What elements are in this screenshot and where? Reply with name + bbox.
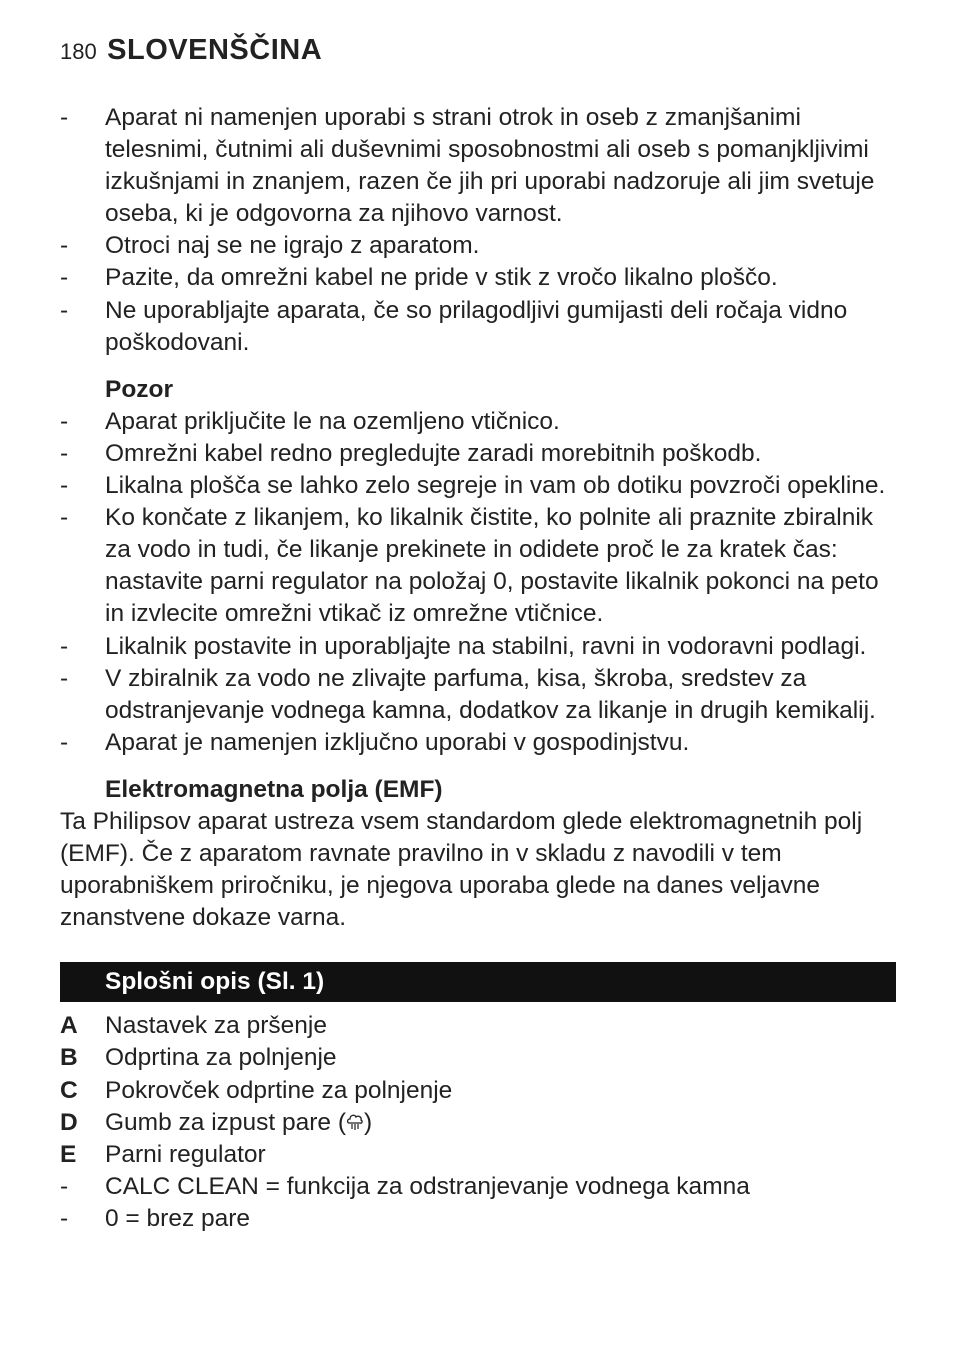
part-label: Gumb za izpust pare ( <box>105 1108 347 1136</box>
list-dash: - <box>60 407 69 435</box>
list-item-text: Aparat je namenjen izključno uporabi v gospodinjstvu. <box>105 728 690 756</box>
caution-heading: Pozor <box>105 375 174 403</box>
list-item-text: Pazite, da omrežni kabel ne pride v stik z vročo likalno ploščo. <box>105 264 778 292</box>
list-item-text: Aparat priključite le na ozemljeno vtičnico. <box>105 407 560 435</box>
list-item-text: V zbiralnik za vodo ne zlivajte parfuma, kisa, škroba, sredstev za odstranjevanje vodnega kamna, dodatkov za likanje in drugih kemikalij. <box>105 664 876 724</box>
list-dash: - <box>60 439 69 467</box>
list-item-text: Likalna plošča se lahko zelo segreje in vam ob dotiku povzroči opekline. <box>105 472 886 500</box>
page-header <box>60 34 322 67</box>
part-label: Odprtina za polnjenje <box>105 1044 337 1072</box>
list-dash: - <box>60 264 69 292</box>
list-item <box>60 102 896 230</box>
page-content <box>60 102 896 1235</box>
list-item-text: Ko končate z likanjem, ko likalnik čistite, ko polnite ali praznite zbiralnik za vodo in tudi, če likanje prekinete in odidete proč le za kratek čas: nastavite parni regulator na položaj 0, postavite likalnik pokonci na peto in izvlecite omrežni vtikač iz omrežne vtičnice. <box>105 504 879 628</box>
list-item <box>60 262 896 294</box>
part-letter: D <box>60 1108 78 1136</box>
part-letter: A <box>60 1012 78 1040</box>
list-item-text: Otroci naj se ne igrajo z aparatom. <box>105 232 480 260</box>
list-dash: - <box>60 664 69 692</box>
list-item-text: Aparat ni namenjen uporabi s strani otrok in oseb z zmanjšanimi telesnimi, čutnimi ali duševnimi sposobnostmi ali oseb s pomanjkljivimi izkušnjami in znanjem, razen če jih pri uporabi nadzoruje ali jim svetuje oseba, ki je odgovorna za njihovo varnost. <box>105 104 875 228</box>
part-label: Nastavek za pršenje <box>105 1012 327 1040</box>
part-item <box>60 1042 896 1074</box>
part-letter: C <box>60 1076 78 1104</box>
list-dash: - <box>60 296 69 324</box>
list-item <box>60 438 896 470</box>
list-item-text: Ne uporabljajte aparata, če so prilagodljivi gumijasti deli ročaja vidno poškodovani. <box>105 296 848 356</box>
part-label: Pokrovček odprtine za polnjenje <box>105 1076 453 1104</box>
emf-heading: Elektromagnetna polja (EMF) <box>105 775 443 803</box>
list-item <box>60 727 896 759</box>
list-item <box>60 295 896 359</box>
list-dash: - <box>60 632 69 660</box>
list-item <box>60 230 896 262</box>
list-item <box>60 1171 896 1203</box>
list-dash: - <box>60 728 69 756</box>
list-item-text: Likalnik postavite in uporabljajte na stabilni, ravni in vodoravni podlagi. <box>105 632 867 660</box>
list-dash: - <box>60 1172 69 1200</box>
list-dash: - <box>60 472 69 500</box>
list-dash: - <box>60 104 69 131</box>
list-item-text: Omrežni kabel redno pregledujte zaradi morebitnih poškodb. <box>105 439 762 467</box>
language-title: SLOVENŠČINA <box>107 34 323 66</box>
section-heading-bar: Splošni opis (Sl. 1) <box>60 962 896 1002</box>
steam-icon <box>346 1109 364 1129</box>
list-item <box>60 1203 896 1235</box>
parts-list <box>60 1010 896 1235</box>
list-item-text: 0 = brez pare <box>105 1204 251 1232</box>
list-item-text: CALC CLEAN = funkcija za odstranjevanje vodnega kamna <box>105 1172 750 1200</box>
list-dash: - <box>60 1204 69 1232</box>
part-item <box>60 1139 896 1171</box>
list-item <box>60 663 896 727</box>
list-dash: - <box>60 232 69 260</box>
list-item <box>60 502 896 630</box>
page-number: 180 <box>60 39 97 64</box>
part-label-end: ) <box>364 1108 373 1136</box>
list-dash: - <box>60 504 69 532</box>
part-letter: B <box>60 1044 78 1072</box>
part-letter: E <box>60 1140 77 1168</box>
list-item <box>60 631 896 663</box>
part-item <box>60 1010 896 1042</box>
emf-paragraph: Ta Philipsov aparat ustreza vsem standardom glede elektromagnetnih polj (EMF). Če z aparatom ravnate pravilno in v skladu z navodili v tem uporabniškem priročniku, je njegova uporaba glede na danes veljavne znanstvene dokaze varna. <box>60 807 863 932</box>
part-label: Parni regulator <box>105 1140 266 1168</box>
part-item <box>60 1075 896 1107</box>
list-item <box>60 470 896 502</box>
list-item <box>60 406 896 438</box>
part-item <box>60 1107 896 1139</box>
